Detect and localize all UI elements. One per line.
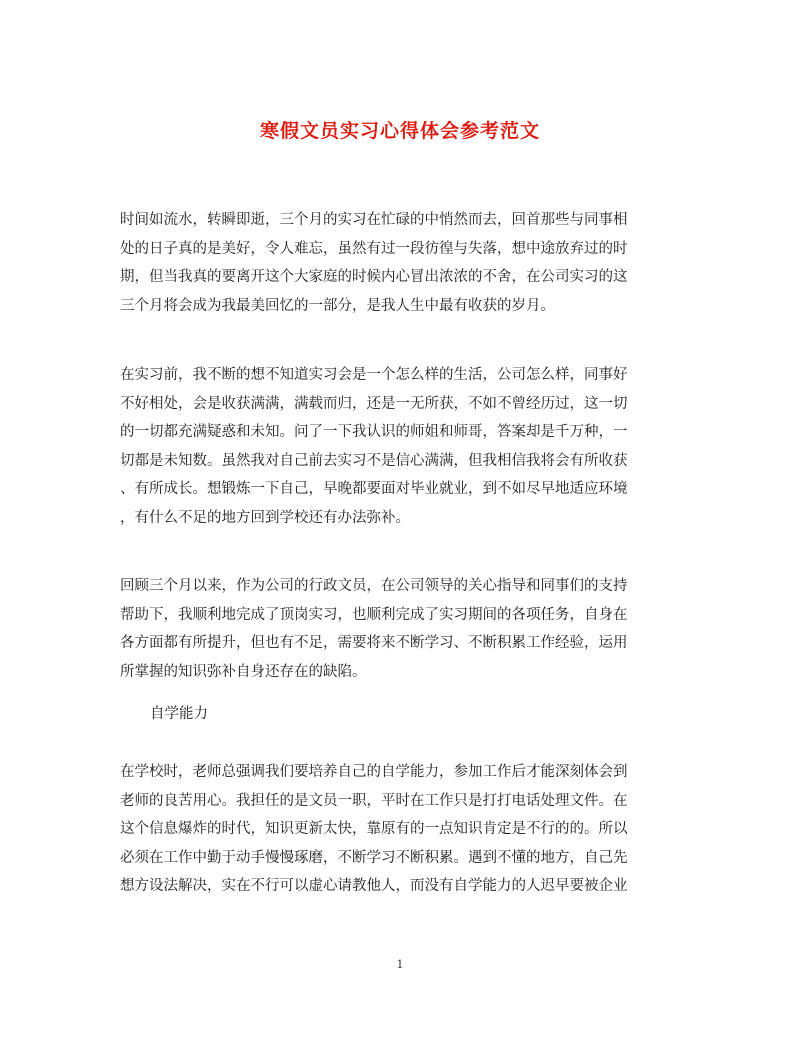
paragraph-line: 这个信息爆炸的时代，知识更新太快，靠原有的一点知识肯定是不行的的。所以 <box>120 821 628 837</box>
page-number: 1 <box>396 958 404 971</box>
paragraph-line: 在实习前，我不断的想不知道实习会是一个怎么样的生活，公司怎么样，同事好 <box>120 367 628 383</box>
section-subheading: 自学能力 <box>150 706 208 722</box>
paragraph-line: 期，但当我真的要离开这个大家庭的时候内心冒出浓浓的不舍，在公司实习的这 <box>120 269 628 285</box>
paragraph-line: 回顾三个月以来，作为公司的行政文员，在公司领导的关心指导和同事们的支持 <box>120 578 628 594</box>
paragraph-line: 处的日子真的是美好，令人难忘，虽然有过一段彷徨与失落，想中途放弃过的时 <box>120 240 628 257</box>
paragraph-4 <box>120 758 680 901</box>
paragraph-line: 必须在工作中勤于动手慢慢琢磨，不断学习不断积累。遇到不懂的地方，自己先 <box>120 849 628 866</box>
paragraph-line: 所掌握的知识弥补自身还存在的缺陷。 <box>120 663 367 680</box>
paragraph-line: 时间如流水，转瞬即逝，三个月的实习在忙碌的中悄然而去，回首那些与同事相 <box>120 212 628 228</box>
paragraph-line: 、有所成长。想锻炼一下自己，早晚都要面对毕业就业，到不如尽早地适应环境 <box>120 481 628 497</box>
paragraph-line: 切都是未知数。虽然我对自己前去实习不是信心满满，但我相信我将会有所收获 <box>120 452 628 469</box>
paragraph-line: ，有什么不足的地方回到学校还有办法弥补。 <box>120 509 410 526</box>
paragraph-line: 不好相处，会是收获满满，满载而归，还是一无所获，不如不曾经历过，这一切 <box>120 395 628 412</box>
paragraph-line: 的一切都充满疑惑和未知。问了一下我认识的师姐和师哥，答案却是千万种，一 <box>120 424 628 440</box>
paragraph-line: 想方设法解决，实在不行可以虚心请教他人，而没有自学能力的人迟早要被企业 <box>120 878 628 894</box>
paragraph-2 <box>120 361 680 532</box>
paragraph-3 <box>120 572 680 686</box>
paragraph-line: 三个月将会成为我最美回忆的一部分，是我人生中最有收获的岁月。 <box>120 297 555 314</box>
paragraph-line: 各方面都有所提升，但也有不足，需要将来不断学习、不断积累工作经验，运用 <box>120 635 628 651</box>
paragraph-line: 老师的良苦用心。我担任的是文员一职，平时在工作只是打打电话处理文件。在 <box>120 792 628 809</box>
paragraph-line: 在学校时，老师总强调我们要培养自己的自学能力，参加工作后才能深刻体会到 <box>120 764 628 780</box>
paragraph-1 <box>120 206 680 320</box>
paragraph-line: 帮助下，我顺利地完成了顶岗实习，也顺利完成了实习期间的各项任务，自身在 <box>120 606 628 623</box>
document-title: 寒假文员实习心得体会参考范文 <box>259 120 540 142</box>
